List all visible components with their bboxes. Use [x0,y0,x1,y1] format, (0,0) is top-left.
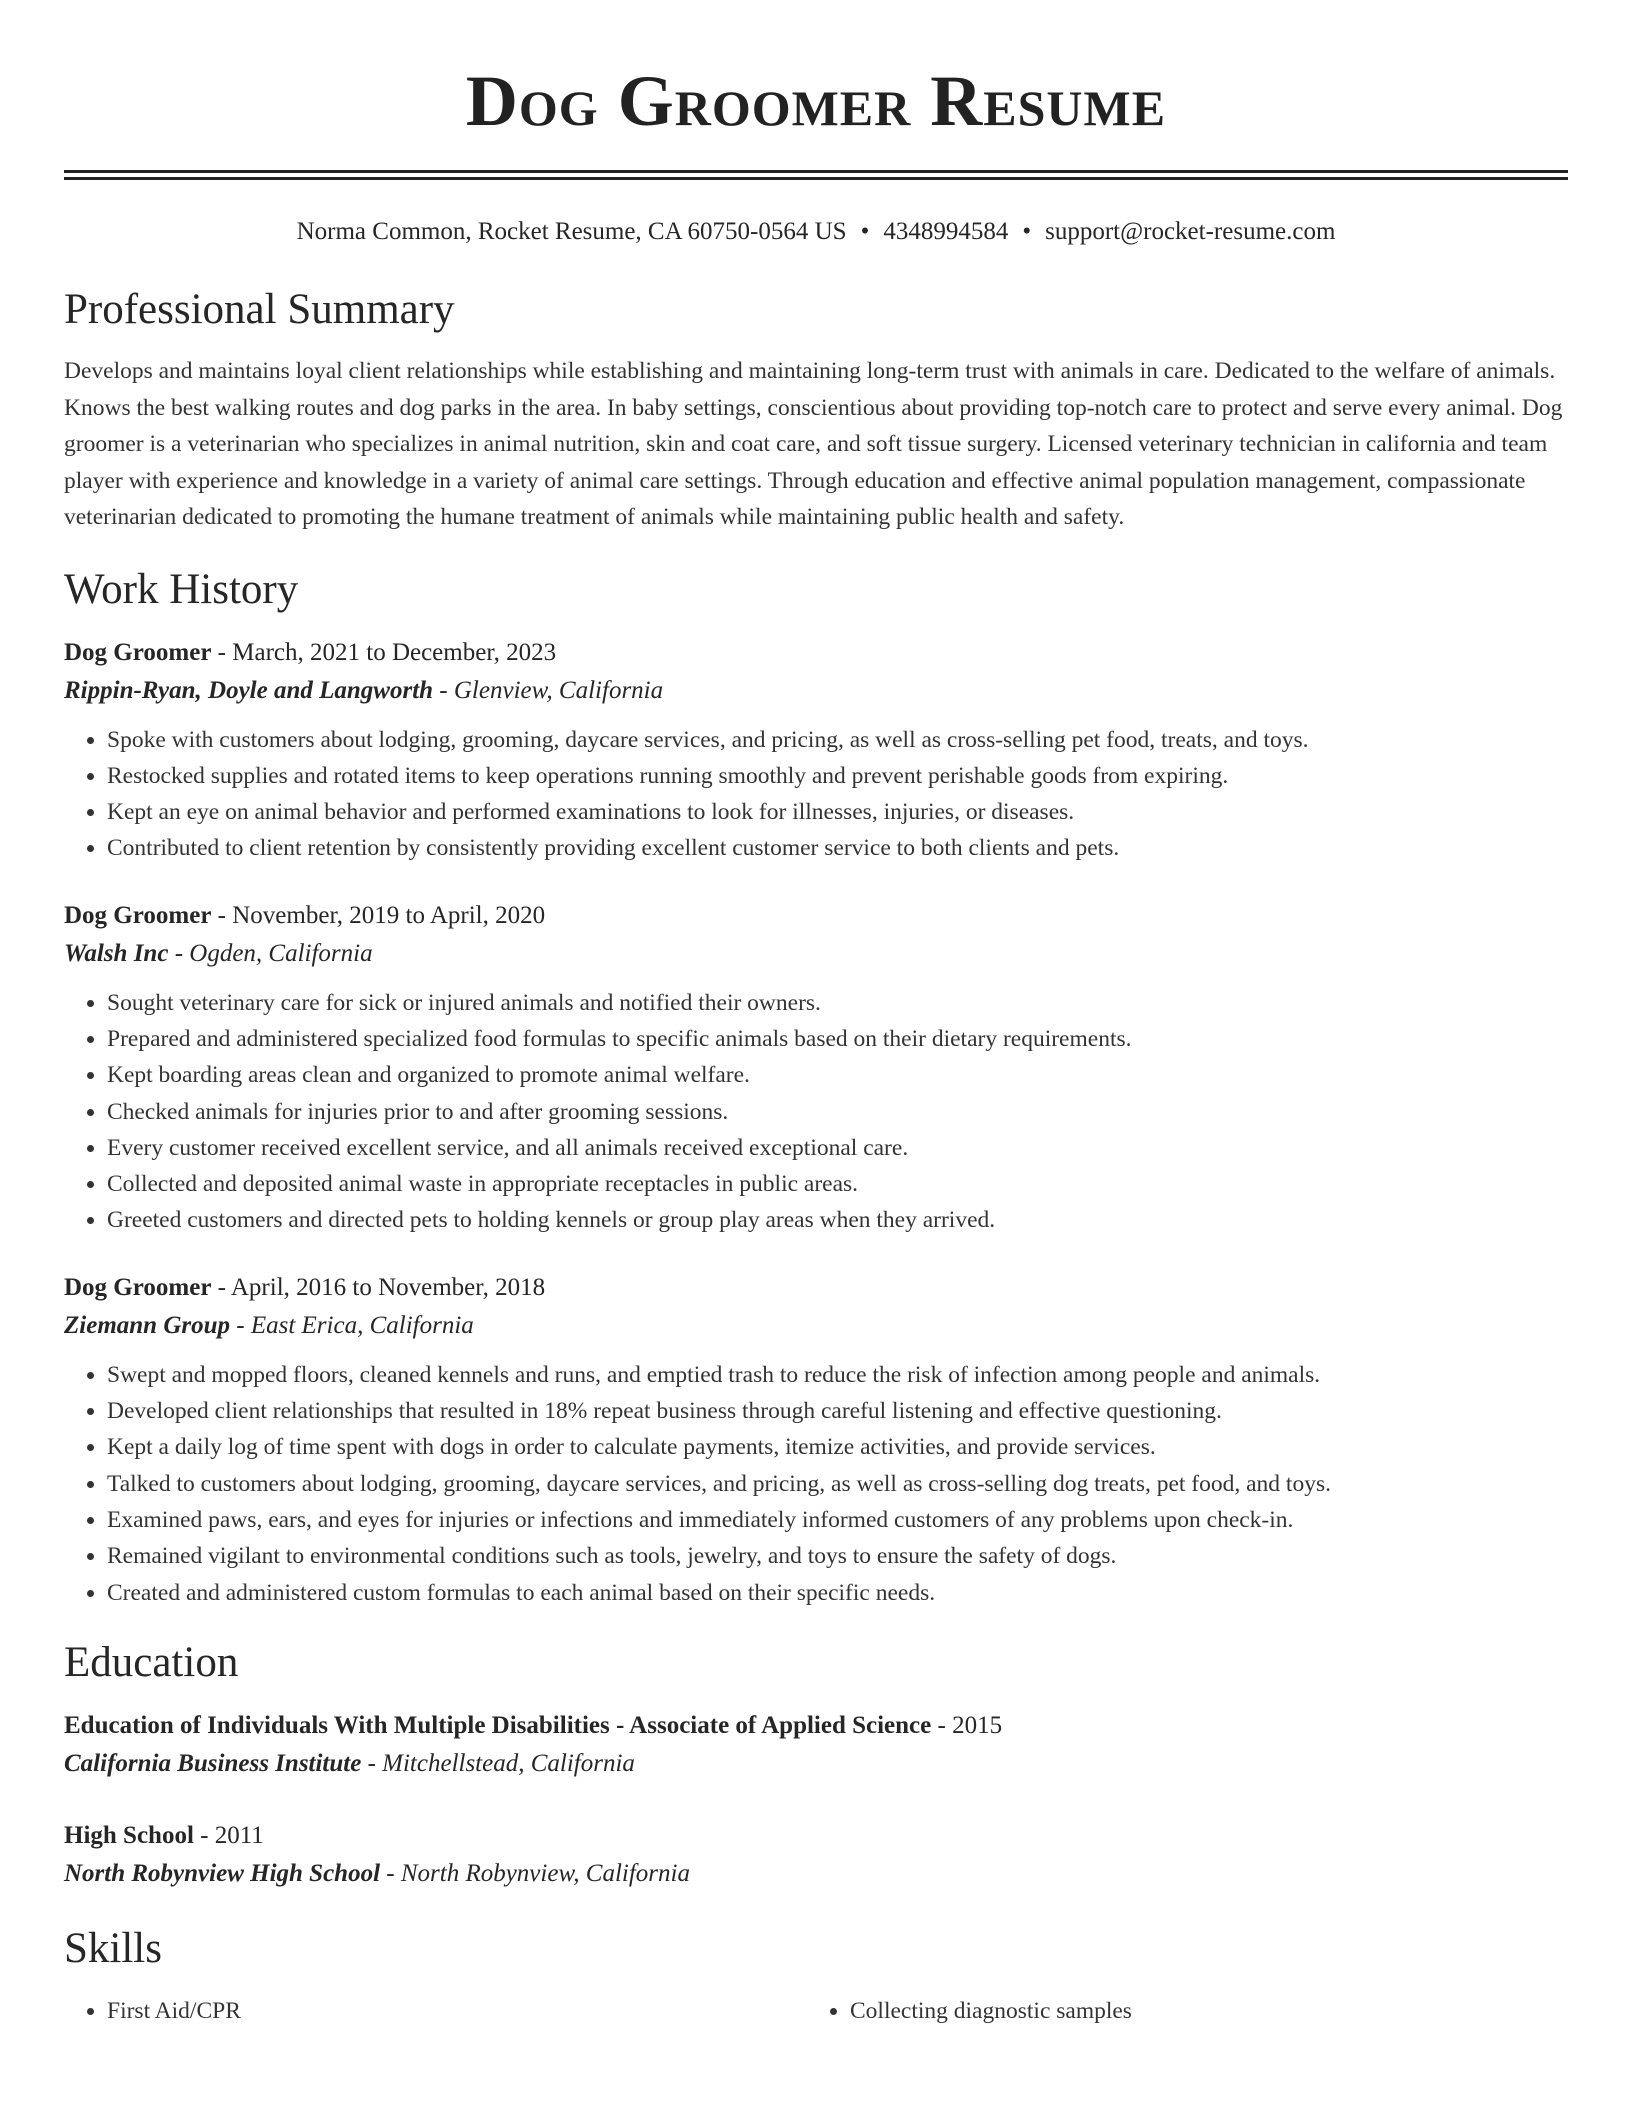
list-item: • Collected and deposited animal waste in appropriate receptacles in public areas. [107,1166,1568,1202]
job-title-line [64,634,1568,672]
education-year: - 2015 [931,1711,1003,1739]
job-title: Dog Groomer [64,901,212,929]
list-item: • Swept and mopped floors, cleaned kennels and runs, and emptied trash to reduce the risk of infection among people and animals. [107,1357,1568,1393]
job-entry [64,634,1568,867]
education-school-line [64,1855,1568,1893]
list-item: • Created and administered custom formulas to each animal based on their specific needs. [107,1575,1568,1611]
contact-address: Norma Common, Rocket Resume, CA 60750-0564 US [296,218,847,245]
job-location: - Glenview, California [433,676,664,704]
job-duties-list [64,1357,1568,1611]
education-location: - Mitchellstead, California [361,1749,635,1777]
job-dates: - November, 2019 to April, 2020 [211,901,546,929]
section-heading-skills: Skills [64,1924,162,1972]
title-divider [64,170,1568,180]
summary-text: Develops and maintains loyal client relationships while establishing and maintaining long-term trust with animals in care. Dedicated to the welfare of animals. Knows the best walking routes and dog parks in the area. In baby settings, conscientious about providing top-notch care to protect and serve every animal. Dog groomer is a veterinarian who specializes in animal nutrition, skin and coat care, and soft tissue surgery. Licensed veterinary technician in california and team player with experience and knowledge in a variety of animal care settings. Through education and effective animal population management, compassionate veterinarian dedicated to promoting the humane treatment of animals while maintaining public health and safety. [64,358,1563,530]
job-title: Dog Groomer [64,1273,212,1301]
list-item: • Kept a daily log of time spent with dogs in order to calculate payments, itemize activities, and provide services. [107,1429,1568,1465]
education-school: California Business Institute [64,1749,362,1777]
job-dates: - April, 2016 to November, 2018 [211,1273,546,1301]
list-item: • Checked animals for injuries prior to and after grooming sessions. [107,1094,1568,1130]
job-company-line [64,1307,1568,1345]
list-item: • Kept an eye on animal behavior and performed examinations to look for illnesses, injuries, or diseases. [107,794,1568,830]
section-heading-work-history: Work History [64,565,299,613]
contact-separator: • [860,218,870,245]
list-item: • Greeted customers and directed pets to holding kennels or group play areas when they arrived. [107,1202,1568,1238]
section-heading-education: Education [64,1638,239,1686]
skill-item: • First Aid/CPR [107,1993,807,2029]
job-company: Rippin-Ryan, Doyle and Langworth [64,676,434,704]
job-company: Ziemann Group [64,1311,231,1339]
list-item: • Every customer received excellent service, and all animals received exceptional care. [107,1130,1568,1166]
job-duties-list [64,985,1568,1239]
job-title-line [64,1269,1568,1307]
education-school-line [64,1745,1568,1783]
contact-separator: • [1022,218,1032,245]
list-item: • Spoke with customers about lodging, grooming, daycare services, and pricing, as well as cross-selling pet food, treats, and toys. [107,722,1568,758]
education-degree-line [64,1707,1568,1745]
job-duties-list [64,722,1568,867]
list-item: • Kept boarding areas clean and organized to promote animal welfare. [107,1057,1568,1093]
education-entry [64,1817,1568,1893]
job-dates: - March, 2021 to December, 2023 [211,638,557,666]
job-entry [64,897,1568,1239]
skills-list-left [64,1993,807,2029]
job-location: - Ogden, California [168,939,373,967]
list-item: • Remained vigilant to environmental conditions such as tools, jewelry, and toys to ensure the safety of dogs. [107,1538,1568,1574]
job-location: - East Erica, California [230,1311,474,1339]
job-company: Walsh Inc [64,939,169,967]
list-item: • Restocked supplies and rotated items to keep operations running smoothly and prevent perishable goods from expiring. [107,758,1568,794]
job-entry [64,1269,1568,1611]
list-item: • Developed client relationships that resulted in 18% repeat business through careful listening and effective questioning. [107,1393,1568,1429]
job-company-line [64,672,1568,710]
skills-columns [64,1993,1568,2029]
list-item: • Contributed to client retention by consistently providing excellent customer service to both clients and pets. [107,830,1568,866]
education-year: - 2011 [193,1821,264,1849]
contact-phone: 4348994584 [883,218,1009,245]
education-school: North Robynview High School [64,1859,381,1887]
page-title: Dog Groomer Resume [465,61,1167,141]
education-degree: High School [64,1821,194,1849]
section-heading-summary: Professional Summary [64,286,455,333]
list-item: • Examined paws, ears, and eyes for injuries or infections and immediately informed customers of any problems upon check-in. [107,1502,1568,1538]
contact-email: support@rocket-resume.com [1045,218,1336,245]
skill-item: • Collecting diagnostic samples [850,1993,1550,2029]
education-degree: Education of Individuals With Multiple Disabilities - Associate of Applied Science [64,1711,932,1739]
job-company-line [64,935,1568,973]
list-item: • Prepared and administered specialized food formulas to specific animals based on their dietary requirements. [107,1021,1568,1057]
education-location: - North Robynview, California [380,1859,690,1887]
contact-line [64,216,1568,248]
list-item: • Talked to customers about lodging, grooming, daycare services, and pricing, as well as cross-selling dog treats, pet food, and toys. [107,1466,1568,1502]
list-item: • Sought veterinary care for sick or injured animals and notified their owners. [107,985,1568,1021]
job-title-line [64,897,1568,935]
job-title: Dog Groomer [64,638,212,666]
education-entry [64,1707,1568,1783]
skills-list-right [807,1993,1550,2029]
education-degree-line [64,1817,1568,1855]
